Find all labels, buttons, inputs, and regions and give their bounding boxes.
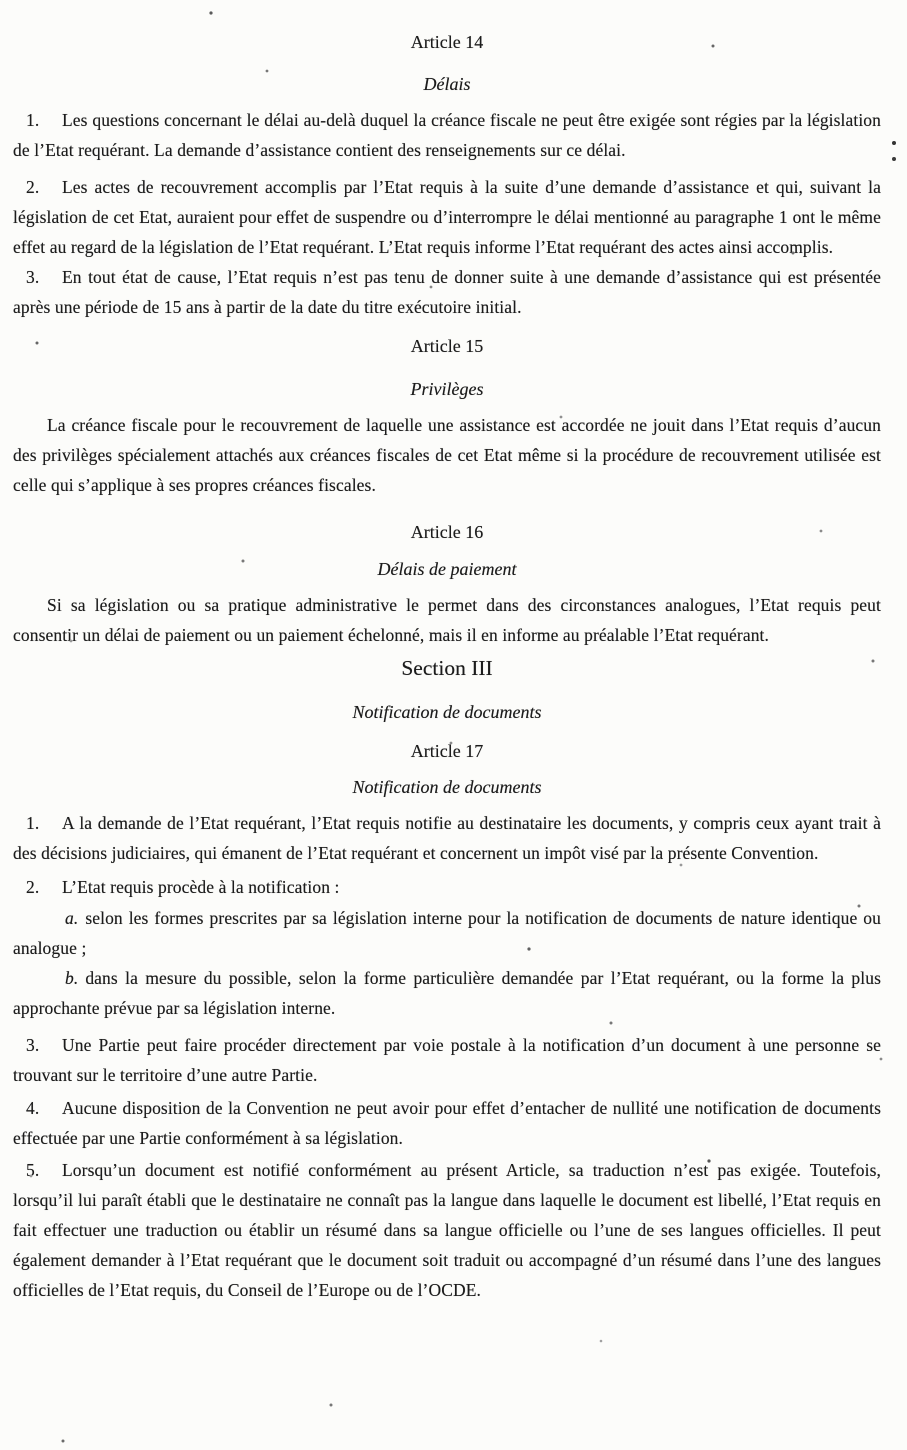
paragraph-text: dans la mesure du possible, selon la forme particulière demandée par l’Etat requérant, ou la forme la plus approchante prévue par sa législation interne.	[13, 968, 881, 1018]
paragraph-text: L’Etat requis procède à la notification :	[62, 877, 340, 897]
paragraph-text: A la demande de l’Etat requérant, l’Etat requis notifie au destinataire les documents, y compris ceux ayant trait à des décisions judiciaires, qui émanent de l’Etat requérant et concernent un impôt visé par la présente Convention.	[13, 813, 881, 863]
paragraph-number: 3.	[26, 267, 40, 287]
paragraph-number: 2.	[26, 177, 40, 197]
section-3-heading: Section III	[401, 656, 493, 680]
paragraph-text: Les actes de recouvrement accomplis par l’Etat requis à la suite d’une demande d’assistance et qui, suivant la législation de cet Etat, auraient pour effet de suspendre ou d’interrompre le délai mentionné au paragraphe 1 ont le même effet au regard de la législation de l’Etat requérant. L’Etat requis informe l’Etat requérant des actes ainsi accomplis.	[13, 177, 881, 257]
article-14-subtitle: Délais	[423, 74, 471, 94]
article-17-subitem-a	[13, 903, 881, 963]
article-14-paragraph-3	[13, 262, 881, 322]
article-15-subtitle: Privilèges	[410, 379, 484, 399]
article-17-subtitle: Notification de documents	[352, 777, 542, 797]
article-16-subtitle: Délais de paiement	[377, 559, 517, 579]
paragraph-text: Les questions concernant le délai au-delà duquel la créance fiscale ne peut être exigée sont régies par la législation de l’Etat requérant. La demande d’assistance contient des renseignements sur ce délai.	[13, 110, 881, 160]
paragraph-text: selon les formes prescrites par sa législation interne pour la notification de documents de nature identique ou analogue ;	[13, 908, 881, 958]
article-17-paragraph-4	[13, 1093, 881, 1153]
paragraph-text: Aucune disposition de la Convention ne peut avoir pour effet d’entacher de nullité une notification de documents effectuée par une Partie conformément à sa législation.	[13, 1098, 881, 1148]
article-17-paragraph-2	[13, 872, 881, 902]
section-3-subtitle: Notification de documents	[352, 702, 542, 722]
subitem-marker: a.	[65, 908, 79, 928]
paragraph-number: 4.	[26, 1098, 40, 1118]
subitem-marker: b.	[65, 968, 79, 988]
paragraph-text: Lorsqu’un document est notifié conformément au présent Article, sa traduction n’est pas exigée. Toutefois, lorsqu’il lui paraît établi que le destinataire ne connaît pas la langue dans laquelle le document est libellé, l’Etat requis en fait effectuer une traduction ou établir un résumé dans sa langue officielle ou l’une de ses langues officielles. Il peut également demander à l’Etat requérant que le document soit traduit ou accompagné d’un résumé dans l’une des langues officielles de l’Etat requis, du Conseil de l’Europe ou de l’OCDE.	[13, 1160, 881, 1300]
article-15-body: La créance fiscale pour le recouvrement de laquelle une assistance est accordée ne jouit dans l’Etat requis d’aucun des privilèges spécialement attachés aux créances fiscales de cet Etat même si la procédure de recouvrement utilisée est celle qui s’applique à ses propres créances fiscales.	[13, 415, 881, 495]
article-15-heading: Article 15	[410, 336, 484, 356]
paragraph-text: En tout état de cause, l’Etat requis n’est pas tenu de donner suite à une demande d’assistance qui est présentée après une période de 15 ans à partir de la date du titre exécutoire initial.	[13, 267, 881, 317]
paragraph-number: 1.	[26, 813, 40, 833]
article-17-subitem-b	[13, 963, 881, 1023]
article-17-heading: Article 17	[410, 741, 484, 761]
article-14-paragraph-1	[13, 105, 881, 165]
article-16-heading: Article 16	[410, 522, 484, 542]
article-14-heading: Article 14	[410, 32, 484, 52]
article-14-paragraph-2	[13, 172, 881, 262]
paragraph-number: 1.	[26, 110, 40, 130]
article-16-body: Si sa législation ou sa pratique administrative le permet dans des circonstances analogues, l’Etat requis peut consentir un délai de paiement ou un paiement échelonné, mais il en informe au préalable l’Etat requérant.	[13, 595, 881, 645]
article-17-paragraph-1	[13, 808, 881, 868]
paragraph-text: Une Partie peut faire procéder directement par voie postale à la notification d’un document à une personne se trouvant sur le territoire d’une autre Partie.	[13, 1035, 881, 1085]
article-17-paragraph-5	[13, 1155, 881, 1305]
paragraph-number: 5.	[26, 1160, 40, 1180]
paragraph-number: 2.	[26, 877, 40, 897]
paragraph-number: 3.	[26, 1035, 40, 1055]
article-17-paragraph-3	[13, 1030, 881, 1090]
scan-noise-artifacts	[0, 0, 2, 2]
